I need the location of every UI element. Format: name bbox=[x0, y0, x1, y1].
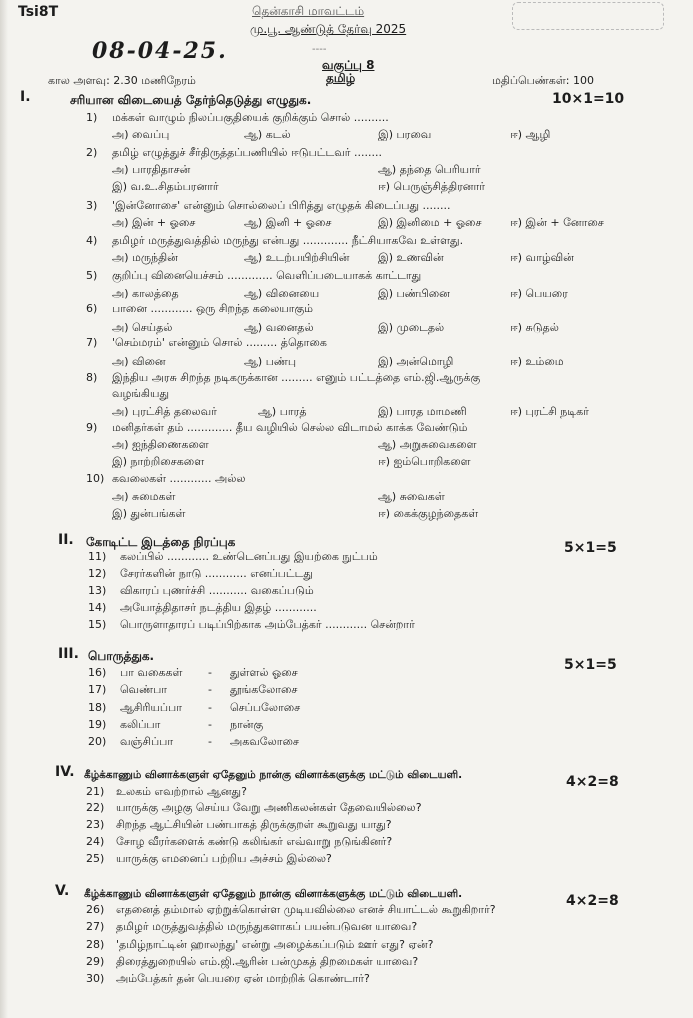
option-c: இ) பாரத மாமணி bbox=[378, 405, 467, 418]
question-number: 10) bbox=[86, 472, 105, 485]
match-right: துள்ளல் ஓசை bbox=[230, 666, 298, 679]
section-number: I. bbox=[20, 89, 31, 105]
blank-text: பொருளாதாரப் படிப்பிற்காக அம்பேத்கர் ............ சென்றார் bbox=[120, 618, 415, 631]
option-b: ஆ) இனி + ஓசை bbox=[244, 216, 332, 229]
option-d: ஈ) ஆழி bbox=[510, 128, 551, 141]
question-number: 1) bbox=[86, 111, 98, 124]
question-text: 'செம்மரம்' என்னும் சொல் ......... த்தொகை bbox=[112, 336, 327, 349]
question-number: 26) bbox=[86, 903, 105, 916]
question-text: குறிப்பு வினையெச்சம் ............. வெளிப்படையாகக் காட்டாது bbox=[112, 269, 422, 282]
option-c: இ) பரவை bbox=[378, 128, 432, 141]
match-right: தூங்கலோசை bbox=[230, 683, 298, 696]
option-d: ஈ) சுடுதல் bbox=[510, 321, 559, 334]
question-number: 24) bbox=[86, 835, 105, 848]
option-b: ஆ) அறுசுவைகளை bbox=[378, 438, 477, 451]
option-c: இ) பண்பினை bbox=[378, 287, 450, 300]
option-c: இ) நாற்றிசைகளை bbox=[112, 455, 205, 468]
option-d: ஈ) பெருஞ்சித்திரனார் bbox=[378, 180, 485, 193]
blank-number: 12) bbox=[88, 567, 107, 580]
blank-number: 14) bbox=[88, 601, 107, 614]
blank-number: 11) bbox=[88, 550, 107, 563]
class-label: வகுப்பு 8 bbox=[322, 58, 375, 72]
question-number: 23) bbox=[86, 818, 105, 831]
option-d: ஈ) இன் + னோசை bbox=[510, 216, 604, 229]
exam-heading: மு.பூ. ஆண்டுத் தேர்வு 2025 bbox=[250, 22, 407, 36]
option-c: இ) முடைதல் bbox=[378, 321, 445, 334]
section-number: V. bbox=[55, 883, 70, 899]
option-b: ஆ) உடற்பயிற்சியின் bbox=[244, 251, 350, 264]
option-a: அ) புரட்சித் தலைவர் bbox=[112, 405, 217, 418]
page-fold-shadow bbox=[0, 0, 8, 1018]
question-text: பானை ............ ஒரு சிறந்த கலையாகும் bbox=[112, 302, 314, 315]
total-marks-label: மதிப்பெண்கள்: 100 bbox=[492, 74, 594, 87]
question-text: எதனைத் தம்மால் ஏற்றுக்கொள்ள முடியவில்லை எனச் சியாட்டல் கூறுகிறார்? bbox=[116, 903, 496, 916]
match-number: 16) bbox=[88, 666, 107, 679]
register-number-boxes bbox=[512, 2, 664, 30]
option-b: ஆ) வனைதல் bbox=[244, 321, 314, 334]
option-a: அ) ஐந்திணைகளை bbox=[112, 438, 209, 451]
match-left: வஞ்சிப்பா bbox=[120, 735, 174, 748]
question-text: தமிழ் எழுத்துச் சீர்திருத்தப்பணியில் ஈடுபட்டவர் ........ bbox=[112, 146, 383, 159]
match-right: நான்கு bbox=[230, 718, 264, 731]
question-number: 30) bbox=[86, 972, 105, 985]
section-number: IV. bbox=[55, 764, 75, 780]
duration-label: கால அளவு: 2.30 மணிநேரம் bbox=[48, 74, 196, 87]
option-a: அ) சுமைகள் bbox=[112, 490, 176, 503]
match-left: ஆசிரியப்பா bbox=[120, 701, 182, 714]
question-text: உலகம் எவற்றால் ஆனது? bbox=[116, 785, 247, 798]
section-marks: 4×2=8 bbox=[566, 774, 619, 790]
blank-text: விகாரப் புணர்ச்சி ........... வகைப்படும் bbox=[120, 584, 314, 597]
question-text: கவலைகள் ............ அல்ல bbox=[112, 472, 246, 485]
section-marks: 5×1=5 bbox=[564, 657, 617, 673]
option-d: ஈ) பெயரை bbox=[510, 287, 568, 300]
paper-code: Tsi8T bbox=[18, 4, 59, 20]
match-left: பா வகைகள் bbox=[120, 666, 183, 679]
question-text: அம்பேத்கர் தன் பெயரை ஏன் மாற்றிக் கொண்டார்? bbox=[116, 972, 370, 985]
section-number: II. bbox=[58, 532, 74, 548]
blank-text: அயோத்திதாசர் நடத்திய இதழ் ............ bbox=[120, 601, 317, 614]
question-text: மனிதர்கள் தம் ............. தீய வழியில் செல்ல விடாமல் காக்க வேண்டும் bbox=[112, 421, 468, 434]
option-a: அ) மருந்தின் bbox=[112, 251, 178, 264]
match-number: 20) bbox=[88, 735, 107, 748]
option-d: ஈ) கைக்குழந்தைகள் bbox=[378, 507, 479, 520]
section-marks: 10×1=10 bbox=[552, 91, 625, 107]
option-c: இ) வ.உ.சிதம்பரனார் bbox=[112, 180, 219, 193]
match-dash: - bbox=[208, 718, 212, 731]
section-title: கீழ்க்காணும் வினாக்களுள் ஏதேனும் நான்கு வினாக்களுக்கு மட்டும் விடையளி. bbox=[84, 769, 463, 781]
match-dash: - bbox=[208, 666, 212, 679]
match-dash: - bbox=[208, 735, 212, 748]
blank-number: 13) bbox=[88, 584, 107, 597]
blank-number: 15) bbox=[88, 618, 107, 631]
question-text: மக்கள் வாழும் நிலப்பகுதியைக் குறிக்கும் சொல் .......... bbox=[112, 111, 389, 124]
district-heading: தென்காசி மாவட்டம் bbox=[252, 4, 365, 18]
option-d: ஈ) உம்மை bbox=[510, 355, 564, 368]
question-text: சோழ வீரர்களைக் கண்டு கலிங்கர் எவ்வாறு நடுங்கினர்? bbox=[116, 835, 393, 848]
option-b: ஆ) பண்பு bbox=[244, 355, 297, 368]
header-separator: ---- bbox=[312, 44, 327, 55]
blank-text: கலப்பில் ............ உண்டெனப்பது இயற்கை நுட்பம் bbox=[120, 550, 378, 563]
match-dash: - bbox=[208, 683, 212, 696]
question-number: 22) bbox=[86, 801, 105, 814]
question-number: 2) bbox=[86, 146, 98, 159]
match-right: அகவலோசை bbox=[230, 735, 299, 748]
question-text: சிறந்த ஆட்சியின் பண்பாகத் திருக்குறள் கூறுவது யாது? bbox=[116, 818, 392, 831]
question-number: 8) bbox=[86, 371, 98, 384]
section-marks: 5×1=5 bbox=[564, 540, 617, 556]
option-c: இ) உணவின் bbox=[378, 251, 444, 264]
section-marks: 4×2=8 bbox=[566, 893, 619, 909]
section-title: சரியான விடையைத் தேர்ந்தெடுத்து எழுதுக. bbox=[70, 93, 312, 107]
question-number: 25) bbox=[86, 852, 105, 865]
question-text: 'தமிழ்நாட்டின் ஹாலந்து' என்று அழைக்கப்படும் ஊர் எது? ஏன்? bbox=[116, 938, 434, 951]
match-right: செப்பலோசை bbox=[230, 701, 301, 714]
option-c: இ) இனிமை + ஓசை bbox=[378, 216, 482, 229]
section-title: கோடிட்ட இடத்தை நிரப்புக bbox=[86, 535, 236, 549]
option-b: ஆ) பாரத் bbox=[258, 405, 307, 418]
question-text-continued: வழங்கியது bbox=[112, 387, 169, 400]
question-number: 29) bbox=[86, 955, 105, 968]
section-title: பொருத்துக. bbox=[88, 649, 155, 663]
question-number: 5) bbox=[86, 269, 98, 282]
option-d: ஈ) ஐம்பொறிகளை bbox=[378, 455, 471, 468]
question-number: 21) bbox=[86, 785, 105, 798]
blank-text: சேரர்களின் நாடு ............ எனப்பட்டது bbox=[120, 567, 313, 580]
option-c: இ) துன்பங்கள் bbox=[112, 507, 186, 520]
option-d: ஈ) வாழ்வின் bbox=[510, 251, 574, 264]
question-text: இந்திய அரசு சிறந்த நடிகருக்கான ......... எனும் பட்டத்தை எம்.ஜி.ஆருக்கு bbox=[112, 371, 481, 384]
option-a: அ) இன் + ஓசை bbox=[112, 216, 196, 229]
question-text: யாருக்கு அழகு செய்ய வேறு அணிகலன்கள் தேவையில்லை? bbox=[116, 801, 422, 814]
match-number: 19) bbox=[88, 718, 107, 731]
section-number: III. bbox=[58, 646, 79, 662]
question-number: 4) bbox=[86, 234, 98, 247]
question-text: தமிழர் மருத்துவத்தில் மருந்து என்பது ............. நீட்சியாகவே உள்ளது. bbox=[112, 234, 464, 247]
option-a: அ) செய்தல் bbox=[112, 321, 173, 334]
handwritten-date: 08-04-25. bbox=[92, 38, 228, 64]
match-dash: - bbox=[208, 701, 212, 714]
option-b: ஆ) சுவைகள் bbox=[378, 490, 445, 503]
option-c: இ) அன்மொழி bbox=[378, 355, 454, 368]
match-left: வெண்பா bbox=[120, 683, 168, 696]
option-a: அ) காலத்தை bbox=[112, 287, 179, 300]
section-title: கீழ்க்காணும் வினாக்களுள் ஏதேனும் நான்கு வினாக்களுக்கு மட்டும் விடையளி. bbox=[84, 888, 463, 900]
question-number: 3) bbox=[86, 199, 98, 212]
option-b: ஆ) வினையை bbox=[244, 287, 320, 300]
option-a: அ) வினை bbox=[112, 355, 166, 368]
question-number: 27) bbox=[86, 920, 105, 933]
match-number: 17) bbox=[88, 683, 107, 696]
question-text: 'இன்னோசை' என்னும் சொல்லைப் பிரித்து எழுதக் கிடைப்பது ........ bbox=[112, 199, 451, 212]
question-number: 9) bbox=[86, 421, 98, 434]
question-text: தமிழர் மருத்துவத்தில் மருந்துகளாகப் பயன்படுவன யாவை? bbox=[116, 920, 418, 933]
option-b: ஆ) கடல் bbox=[244, 128, 291, 141]
question-number: 7) bbox=[86, 336, 98, 349]
question-number: 6) bbox=[86, 302, 98, 315]
question-text: திரைத்துறையில் எம்.ஜி.ஆரின் பன்முகத் திறமைகள் யாவை? bbox=[116, 955, 419, 968]
match-left: கலிப்பா bbox=[120, 718, 161, 731]
question-number: 28) bbox=[86, 938, 105, 951]
option-b: ஆ) தந்தை பெரியார் bbox=[378, 163, 481, 176]
option-a: அ) பாரதிதாசன் bbox=[112, 163, 191, 176]
match-number: 18) bbox=[88, 701, 107, 714]
option-d: ஈ) புரட்சி நடிகர் bbox=[510, 405, 589, 418]
option-a: அ) வைப்பு bbox=[112, 128, 170, 141]
question-text: யாருக்கு எமனைப் பற்றிய அச்சம் இல்லை? bbox=[116, 852, 332, 865]
subject-label: தமிழ் bbox=[326, 71, 356, 85]
